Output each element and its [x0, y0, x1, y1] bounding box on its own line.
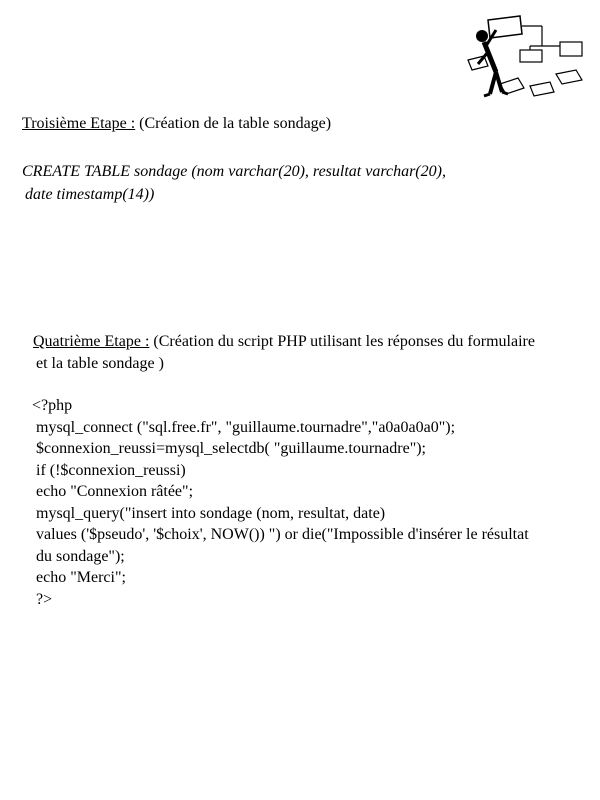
step4-heading-label: Quatrième Etape :: [33, 333, 150, 350]
code-line: <?php: [32, 397, 73, 414]
code-line: echo "Connexion râtée";: [36, 483, 194, 500]
code-line: values ('$pseudo', '$choix', NOW()) ") or die("Impossible d'insérer le résultat: [36, 526, 529, 543]
php-code-block: [32, 395, 529, 610]
sql-line: CREATE TABLE sondage (nom varchar(20), resultat varchar(20),: [22, 163, 446, 180]
code-line: if (!$connexion_reussi): [36, 461, 186, 479]
step3-heading-desc: (Création de la table sondage): [135, 115, 332, 132]
code-line: echo "Merci";: [36, 569, 126, 586]
code-line: mysql_connect ("sql.free.fr", "guillaume.tournadre","a0a0a0a0");: [36, 418, 456, 436]
code-line: du sondage");: [36, 547, 125, 565]
step4-heading-continuation: et la table sondage ): [36, 355, 164, 372]
step3-heading-label: Troisième Etape :: [22, 115, 136, 132]
person-with-diagram-icon: [460, 12, 588, 108]
step4-heading-desc: (Création du script PHP utilisant les réponses du formulaire: [149, 333, 535, 350]
code-line: ?>: [36, 590, 53, 608]
sql-line: date timestamp(14)): [25, 186, 155, 203]
code-line: mysql_query("insert into sondage (nom, resultat, date): [36, 504, 386, 522]
step4-heading: [33, 331, 535, 353]
code-line: $connexion_reussi=mysql_selectdb( "guillaume.tournadre");: [36, 440, 426, 457]
step3-heading: [22, 113, 331, 135]
sql-create-table: [22, 160, 446, 206]
